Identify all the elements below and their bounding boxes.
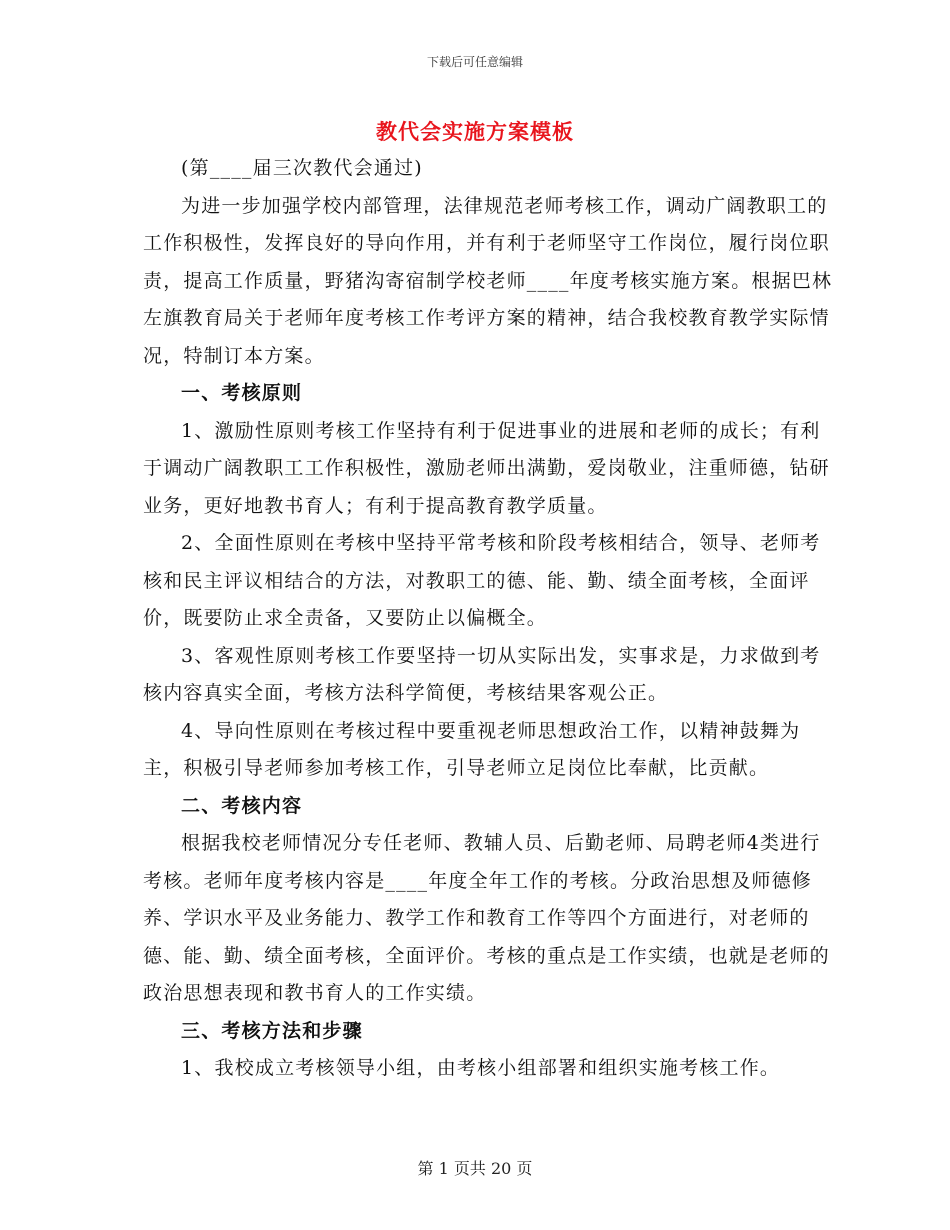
adoption-note: (第____届三次教代会通过) — [181, 157, 423, 179]
section-heading-content: 二、考核内容 — [181, 794, 303, 817]
principle-objective: 3、客观性原则考核工作要坚持一切从实际出发，实事求是，力求做到考核内容真实全面，考核方法科学简便，考核结果客观公正。 — [143, 644, 821, 704]
content-paragraph: 根据我校老师情况分专任老师、教辅人员、后勤老师、局聘老师4类进行考核。老师年度考核内容是____年度全年工作的考核。分政治思想及师德修养、学识水平及业务能力、教学工作和教育工作等四个方面进行，对老师的德、能、勤、绩全面考核，全面评价。考核的重点是工作实绩，也就是老师的政治思想表现和教书育人的工作实绩。 — [143, 832, 830, 1004]
principle-comprehensive: 2、全面性原则在考核中坚持平常考核和阶段考核相结合，领导、老师考核和民主评议相结合的方法，对教职工的德、能、勤、绩全面考核，全面评价，既要防止求全责备，又要防止以偏概全。 — [143, 532, 821, 629]
section-heading-principles: 一、考核原则 — [181, 382, 303, 404]
page-footer: 第 1 页共 20 页 — [417, 1159, 533, 1178]
document-body — [143, 150, 833, 1088]
principle-incentive: 1、激励性原则考核工作坚持有利于促进事业的进展和老师的成长；有利于调动广阔教职工工作积极性，激励老师出满勤，爱岗敬业，注重师德，钻研业务，更好地教书育人；有利于提高教育教学质量。 — [143, 419, 830, 517]
document-title: 教代会实施方案模板 — [376, 119, 574, 144]
principle-guidance: 4、导向性原则在考核过程中要重视老师思想政治工作，以精神鼓舞为主，积极引导老师参加考核工作，引导老师立足岗位比奉献，比贡献。 — [143, 719, 801, 779]
intro-paragraph: 为进一步加强学校内部管理，法律规范老师考核工作，调动广阔教职工的工作积极性，发挥良好的导向作用，并有利于老师坚守工作岗位，履行岗位职责，提高工作质量，野猪沟寄宿制学校老师____年度考核实施方案。根据巴林左旗教育局关于老师年度考核工作考评方案的精神，结合我校教育教学实际情况，特制订本方案。 — [143, 194, 833, 367]
method-step-1: 1、我校成立考核领导小组，由考核小组部署和组织实施考核工作。 — [181, 1057, 781, 1079]
section-heading-methods: 三、考核方法和步骤 — [181, 1019, 363, 1042]
page-header: 下载后可任意编辑 — [426, 55, 523, 69]
